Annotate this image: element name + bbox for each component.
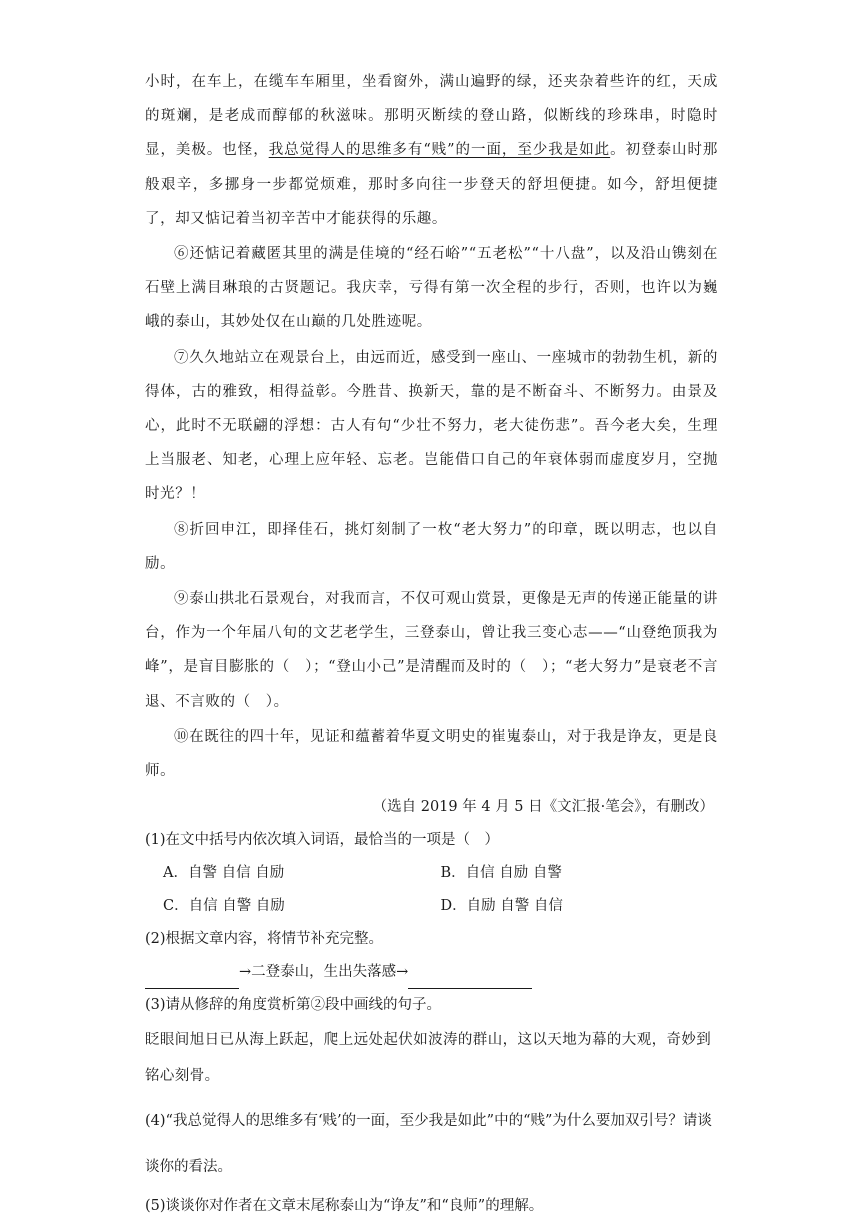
question-1-options: [145, 857, 718, 923]
question-2: (2)根据文章内容，将情节补充完整。: [145, 931, 384, 948]
option-d: D．自励 自警 自信: [440, 898, 563, 915]
option-c: C．自信 自警 自励: [163, 898, 285, 915]
paragraph-10: ⑩在既往的四十年，见证和蕴蓄着华夏文明史的崔嵬泰山，对于我是诤友，更是良师。: [145, 728, 718, 780]
question-3: (3)请从修辞的角度赏析第②段中画线的句子。: [145, 997, 442, 1014]
source-citation: （选自 2019 年 4 月 5 日《文汇报·笔会》，有删改）: [372, 799, 714, 816]
plot-middle-text: →二登泰山，生出失落感→: [239, 964, 409, 981]
answer-blank-1[interactable]: [145, 966, 239, 989]
option-b: B．自信 自励 自警: [440, 865, 562, 882]
question-4: (4)“我总觉得人的思维多有‘贱’的一面，至少我是如此”中的“贱”为什么要加双引号？请谈谈你的看法。: [145, 1113, 712, 1176]
question-2-plot-line: [145, 956, 718, 989]
question-5: (5)谈谈你对作者在文章末尾称泰山为“诤友”和“良师”的理解。: [145, 1198, 544, 1215]
paragraph-8: ⑧折回申江，即择佳石，挑灯刻制了一枚“老大努力”的印章，既以明志，也以自励。: [145, 521, 718, 572]
paragraph-5-text-b: 。初登泰山时那般艰辛，多挪身一步都觉烦难，那时多向往一步登天的舒坦便捷。如今，舒坦便捷了，却又惦记着当初辛苦中才能获得的乐趣。: [145, 142, 719, 227]
answer-blank-2[interactable]: [408, 966, 532, 989]
option-a: A．自警 自信 自励: [163, 865, 285, 882]
paragraph-5: [145, 65, 718, 236]
paragraph-6: ⑥还惦记着藏匿其里的满是佳境的“经石峪”“五老松”“十八盘”，以及沿山镌刻在石壁上满目琳琅的古贤题记。我庆幸，亏得有第一次全程的步行，否则，也许以为巍峨的泰山，其妙处仅在山巅的几处胜迹呢。: [145, 246, 718, 331]
paragraph-7: ⑦久久地站立在观景台上，由远而近，感受到一座山、一座城市的勃勃生机，新的得体，古的雅致，相得益彰。今胜昔、换新天，靠的是不断奋斗、不断努力。由景及心，此时不无联翩的浮想：古人有句“少壮不努力，老大徒伤悲”。吾今老大矣，生理上当服老、知老，心理上应年轻、忘老。岂能借口自己的年衰体弱而虚度岁月，空抛时光？！: [145, 349, 718, 503]
question-3-sentence: 眨眼间旭日已从海上跃起，爬上远处起伏如波涛的群山，这以天地为幕的大观，奇妙到铭心刻骨。: [145, 1032, 712, 1085]
underlined-sentence: 我总觉得人的思维多有“贱”的一面，至少我是如此: [268, 142, 611, 159]
paragraph-5-text-a: 小时，在车上，在缆车车厢里，坐看窗外，满山遍野的绿，还夹杂着些许的红，天成的斑斓，是老成而醇郁的秋滋味。那明灭断续的登山路，似断线的珍珠串，时隐时显，美极。也怪，: [145, 74, 718, 159]
paragraph-9: ⑨泰山拱北石景观台，对我而言，不仅可观山赏景，更像是无声的传递正能量的讲台，作为一个年届八旬的文艺老学生，三登泰山，曾让我三变心志——“山登绝顶我为峰”，是盲目膨胀的（ ）；“登山小己”是清醒而及时的（ ）；“老大努力”是衰老不言退、不言败的（ ）。: [145, 591, 718, 710]
question-1: (1)在文中括号内依次填入词语，最恰当的一项是（ ）: [145, 832, 500, 849]
